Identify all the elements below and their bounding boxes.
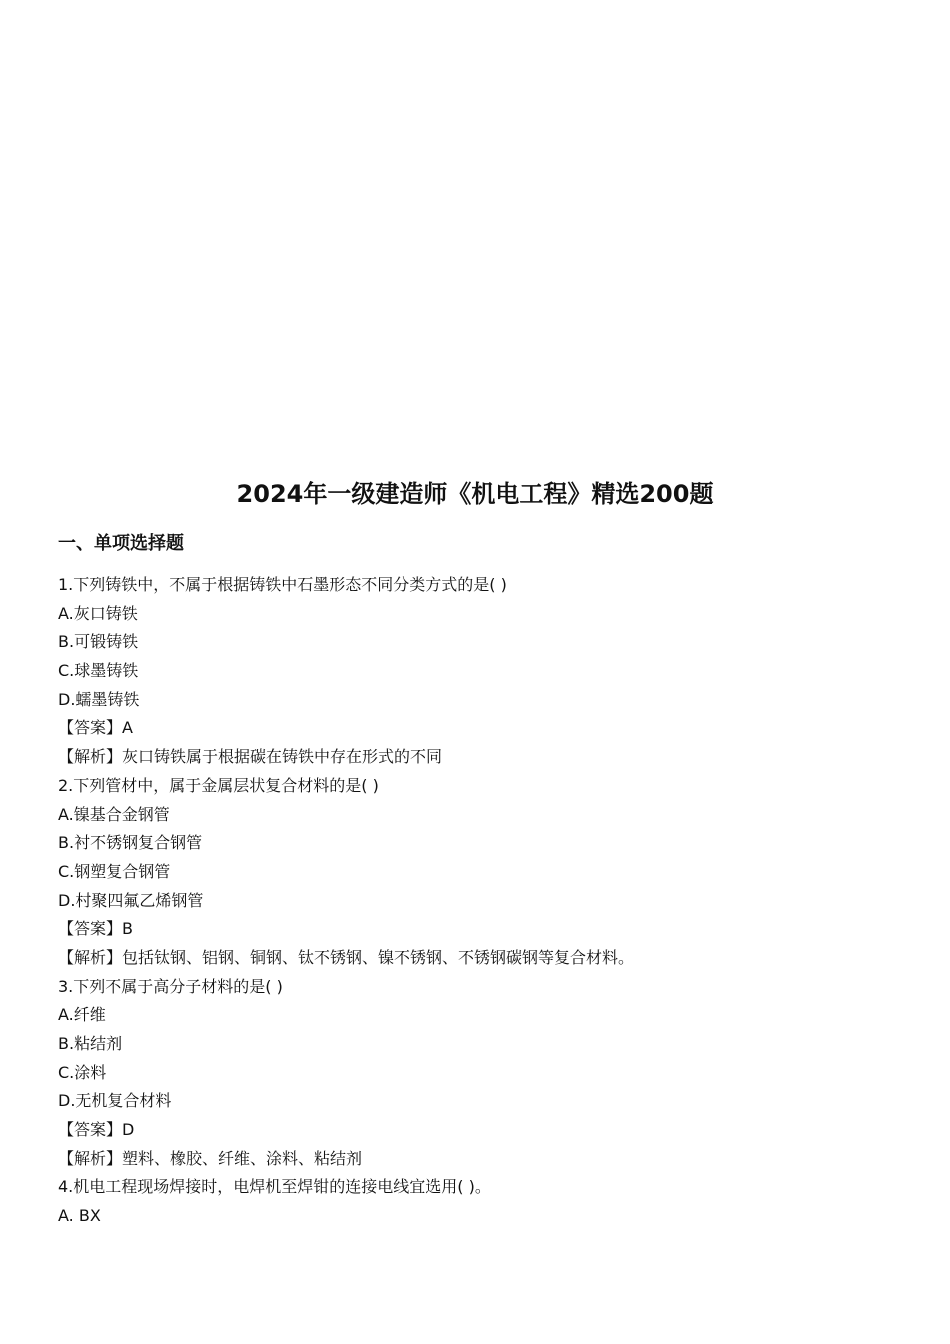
analysis-line: 【解析】包括钛钢、铝钢、铜钢、钛不锈钢、镍不锈钢、不锈钢碳钢等复合材料。 <box>58 947 635 967</box>
question-stem: 3.下列不属于高分子材料的是( ) <box>58 976 283 996</box>
option-c: C.球墨铸铁 <box>58 661 139 681</box>
analysis-line: 【解析】塑料、橡胶、纤维、涂料、粘结剂 <box>58 1148 363 1168</box>
section-heading: 一、单项选择题 <box>58 533 184 554</box>
option-c: C.涂料 <box>58 1062 107 1082</box>
answer-line: 【答案】B <box>58 919 133 939</box>
option-b: B.衬不锈钢复合钢管 <box>58 833 203 853</box>
question-item <box>58 772 918 973</box>
document-title: 2024年一级建造师《机电工程》精选200题 <box>236 480 714 508</box>
option-a: A.镍基合金钢管 <box>58 804 170 824</box>
question-item <box>58 1173 918 1230</box>
option-a: A.灰口铸铁 <box>58 603 138 623</box>
option-b: B.可锻铸铁 <box>58 632 139 652</box>
option-d: D.村聚四氟乙烯钢管 <box>58 890 204 910</box>
option-c: C.钢塑复合钢管 <box>58 861 171 881</box>
option-a: A. BX <box>58 1206 101 1226</box>
question-list <box>58 571 918 1231</box>
option-b: B.粘结剂 <box>58 1034 123 1053</box>
question-stem: 1.下列铸铁中，不属于根据铸铁中石墨形态不同分类方式的是( ) <box>58 575 507 594</box>
question-stem: 4.机电工程现场焊接时，电焊机至焊钳的连接电线宜选用( )。 <box>58 1177 491 1197</box>
question-item <box>58 571 918 772</box>
question-item <box>58 973 918 1174</box>
option-d: D.蠕墨铸铁 <box>58 689 140 709</box>
analysis-line: 【解析】灰口铸铁属于根据碳在铸铁中存在形式的不同 <box>58 747 443 767</box>
answer-line: 【答案】D <box>58 1120 135 1140</box>
option-d: D.无机复合材料 <box>58 1091 172 1111</box>
option-a: A.纤维 <box>58 1005 106 1025</box>
question-stem: 2.下列管材中，属于金属层状复合材料的是( ) <box>58 775 379 795</box>
answer-line: 【答案】A <box>58 718 133 738</box>
